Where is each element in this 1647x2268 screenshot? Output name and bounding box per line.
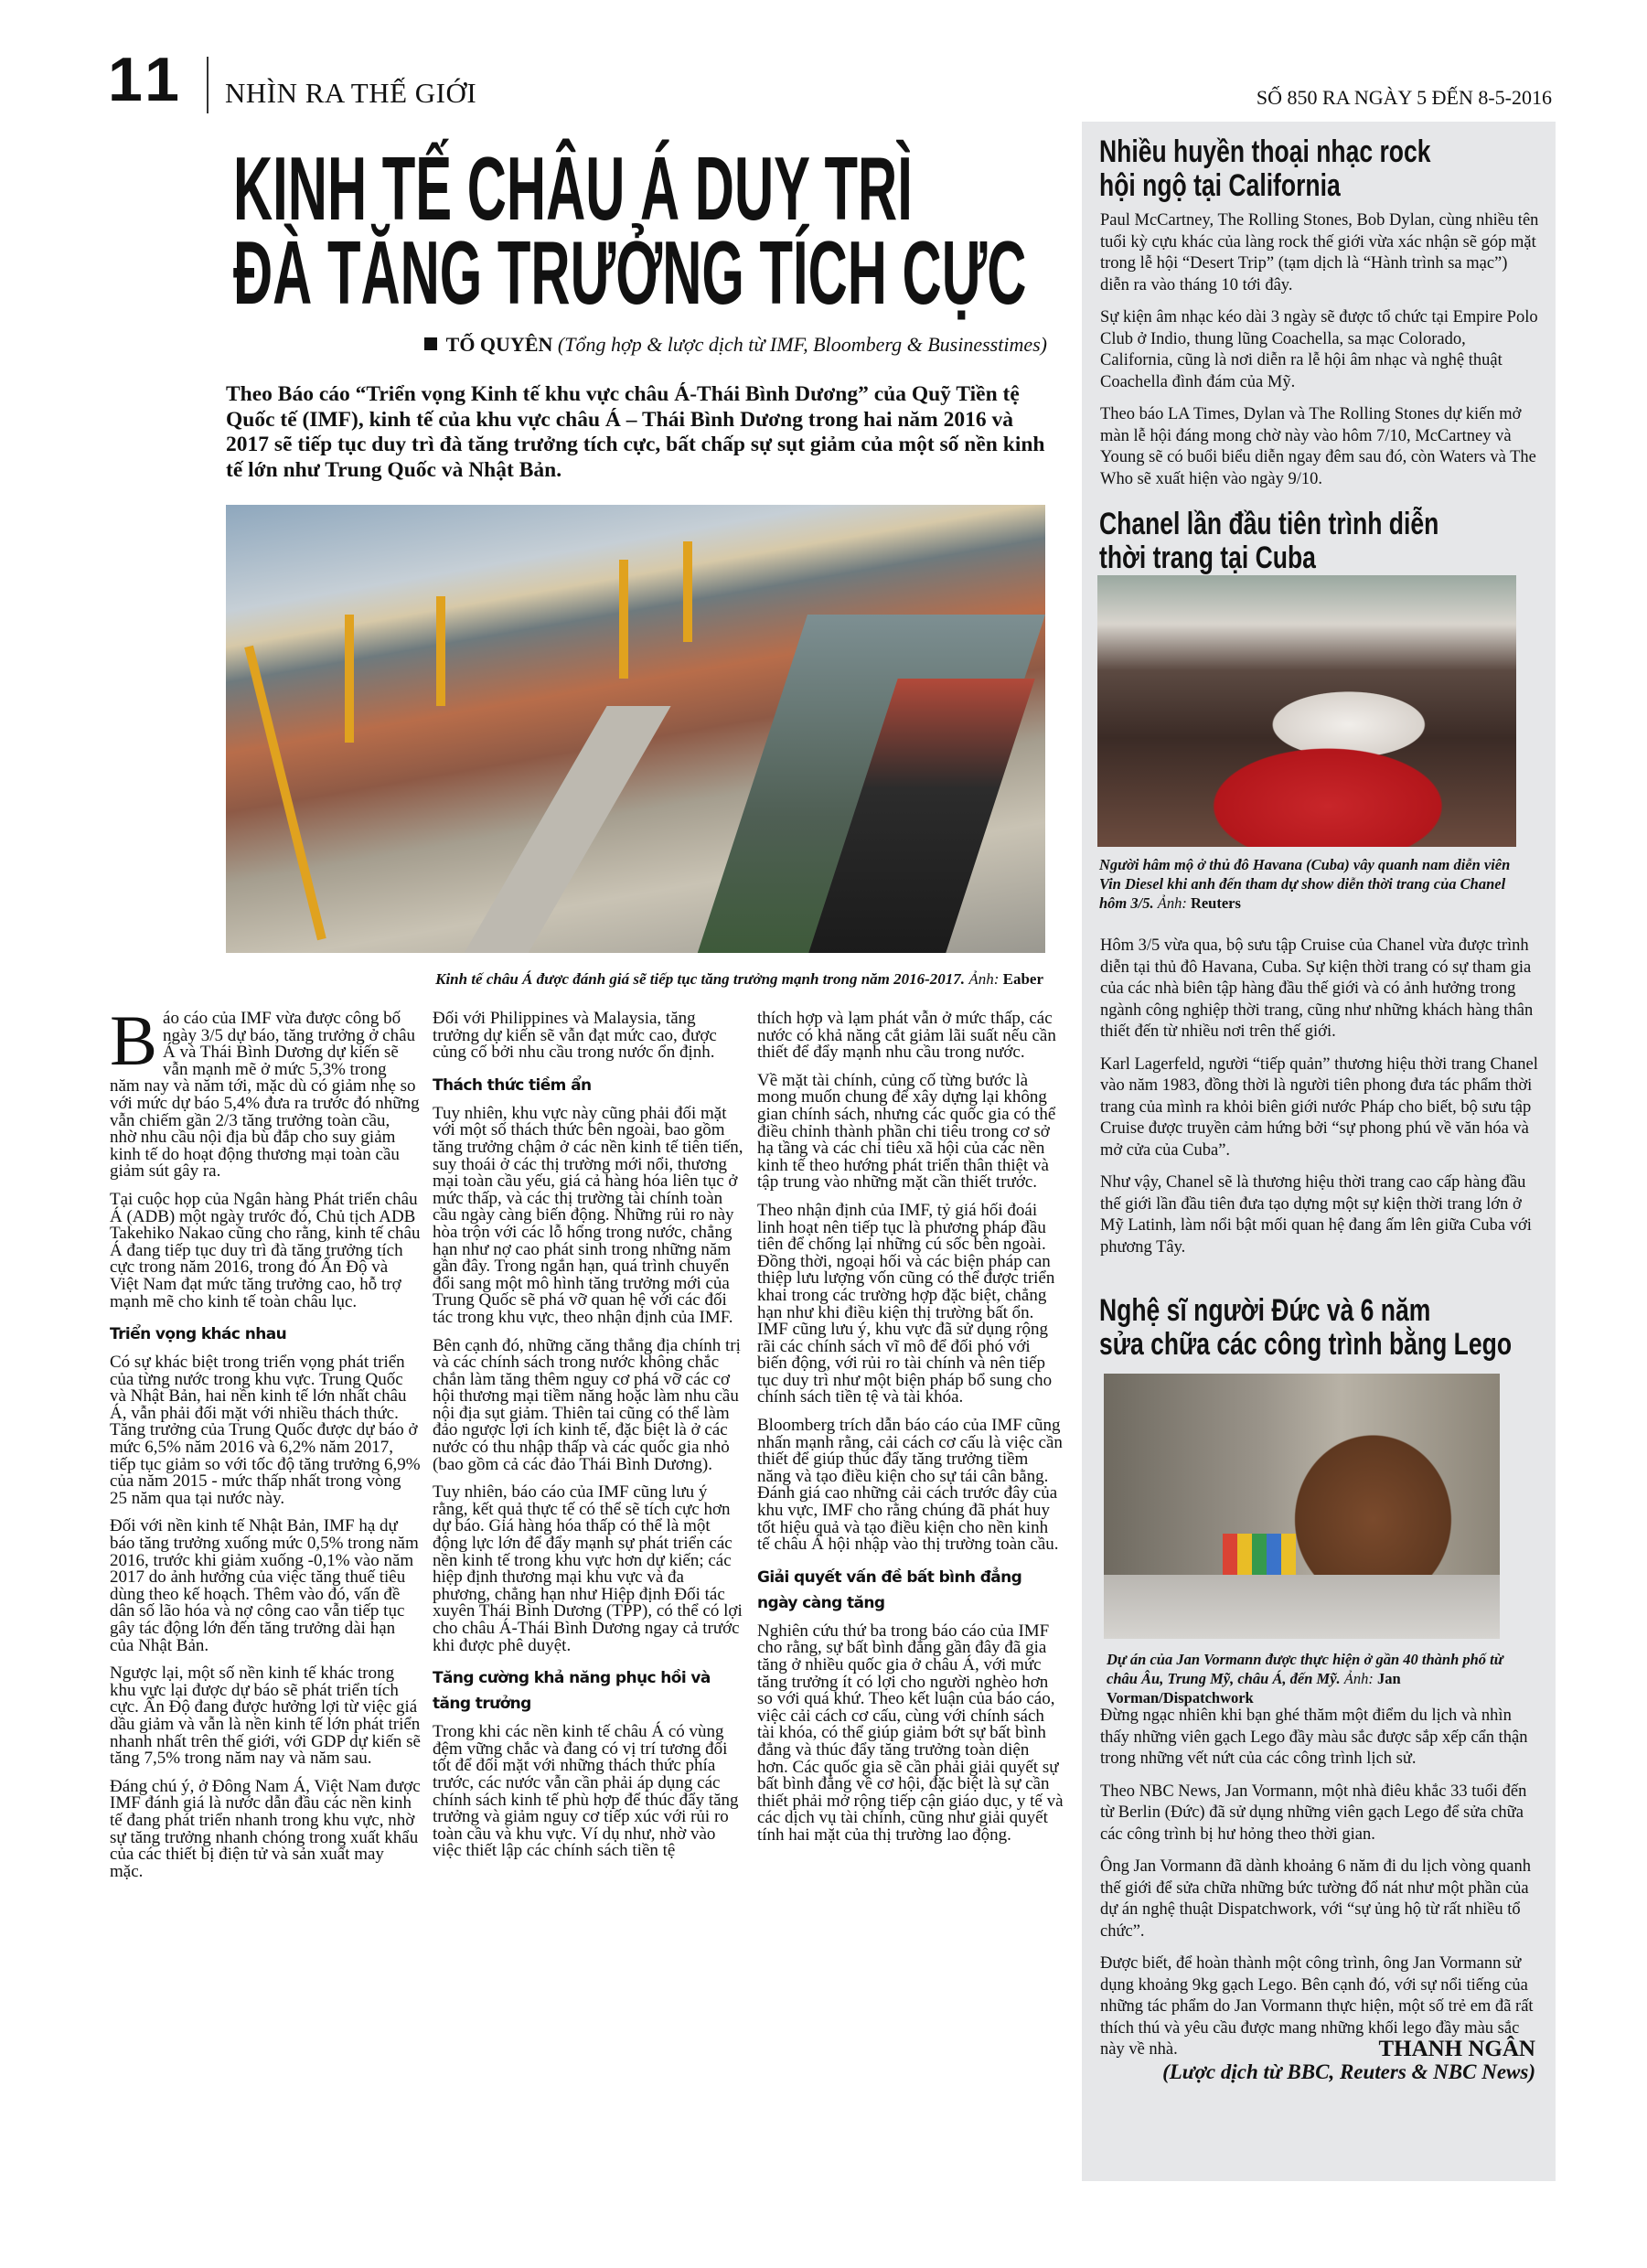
- paragraph: Đối với Philippines và Malaysia, tăng trưởng dự kiến sẽ vẫn đạt mức cao, được củng cố bởi nhu cầu trong nước ổn định.: [433, 1009, 717, 1063]
- paragraph: Tuy nhiên, báo cáo của IMF cũng lưu ý rằng, kết quả thực tế có thể sẽ tích cực hơn dự báo. Giá hàng hóa thấp có thể là một động lực lớn để đẩy mạnh sự phát triển các nền kinh tế trong khu vực hơn dự kiến; các hiệp định thương mại khu vực và đa phương, chẳng hạn như Hiệp định Đối tác xuyên Thái Bình Dương (TPP), có thể có lợi cho châu Á-Thái Bình Dương ngay cả trước khi được phê duyệt.: [433, 1482, 743, 1655]
- paragraph: Đáng chú ý, ở Đông Nam Á, Việt Nam được IMF đánh giá là nước dẫn đầu các nền kinh tế đang phát triển nhanh trong khu vực, nhờ sự tăng trưởng nhanh chóng trong xuất khẩu của các thiết bị điện tử và sản xuất may mặc.: [110, 1776, 421, 1881]
- sidebar-story1-body: [1100, 210, 1539, 501]
- sources: (Lược dịch từ BBC, Reuters & NBC News): [1162, 2060, 1535, 2083]
- lego-wall-photo: [1104, 1374, 1500, 1639]
- headline-line-1: Nghệ sĩ người Đức và 6 năm: [1099, 1293, 1431, 1328]
- caption-text: Người hâm mộ ở thủ đô Havana (Cuba) vây quanh nam diễn viên Vin Diesel khi anh đến tham dự show diễn thời trang của Chanel hôm 3/5.: [1099, 856, 1511, 912]
- paragraph: Bên cạnh đó, những căng thẳng địa chính trị và các chính sách trong nước không chắc chắn làm tăng thêm nguy cơ phá vỡ các cơ hội thương mại tiềm năng hoặc làm nhu cầu nội địa sụt giảm. Thiên tai cũng có thể làm đảo ngược lợi ích kinh tế, đặc biệt là ở các nước có thu nhập thấp và các quốc gia nhỏ (bao gồm cả các đảo Thái Bình Dương).: [433, 1335, 741, 1474]
- credit-label: Ảnh:: [1343, 1670, 1374, 1687]
- paragraph: Trong khi các nền kinh tế châu Á có vùng đệm vững chắc và đang có vị trí tương đối tốt để đối mặt với những thách thức phía trước, các nước vẫn cần phải áp dụng các chính sách kinh tế phù hợp để thúc đẩy tăng trưởng và giảm nguy cơ tiếp xúc với rủi ro toàn cầu và khu vực. Ví dụ như, nhờ vào việc thiết lập các chính sách tiền tệ: [433, 1722, 739, 1861]
- issue-date: SỐ 850 RA NGÀY 5 ĐẾN 8-5-2016: [1256, 86, 1552, 109]
- sidebar-story3-body: [1100, 1706, 1539, 2072]
- sidebar-signature: [1162, 2038, 1535, 2083]
- drop-cap: B: [110, 1000, 158, 1080]
- subheading: Tăng cường khả năng phục hồi và tăng trưởng: [433, 1669, 711, 1714]
- subheading: Thách thức tiềm ẩn: [433, 1075, 592, 1095]
- paragraph: Ngược lại, một số nền kinh tế khác trong khu vực lại được dự báo sẽ phát triển tích cực. Ấn Độ đang được hưởng lợi từ việc giá dầu giảm và vẫn là nền kinh tế lớn phát triển nhanh nhất trên thế giới, với GDP dự kiến sẽ tăng 7,5% trong năm nay và năm sau.: [110, 1664, 421, 1769]
- paragraph: Theo báo LA Times, Dylan và The Rolling Stones dự kiến mở màn lễ hội đáng mong chờ này vào hôm 7/10, McCartney và Young sẽ có buổi biểu diễn ngay đêm sau đó, còn Waters và The Who sẽ xuất hiện vào ngày 9/10.: [1100, 405, 1536, 488]
- sidebar-story1-headline: [1099, 135, 1431, 203]
- credit-label: Ảnh:: [1157, 894, 1187, 912]
- paragraph: Được biết, để hoàn thành một công trình, ông Jan Vormann sử dụng khoảng 9kg gạch Lego. Bên cạnh đó, với sự nổi tiếng của những tác phẩm do Jan Vormann thực hiện, một số trẻ em đã rất thích thú và yêu cầu được mang những khối lego đầy màu sắc này về nhà.: [1100, 1954, 1534, 2059]
- section-title: NHÌN RA THẾ GIỚI: [225, 77, 477, 109]
- paragraph: Theo NBC News, Jan Vormann, một nhà điêu khắc 33 tuổi đến từ Berlin (Đức) đã sử dụng những viên gạch Lego để sửa chữa các công trình bị hư hỏng theo thời gian.: [1100, 1781, 1527, 1844]
- chanel-cuba-photo: [1097, 575, 1516, 847]
- paragraph: Ông Jan Vormann đã dành khoảng 6 năm đi du lịch vòng quanh thế giới để sửa chữa những bức tường đổ nát như một phần của dự án nghệ thuật Dispatchwork, với “sự ủng hộ từ rất nhiều tổ chức”.: [1100, 1857, 1532, 1941]
- headline-line-1: Chanel lần đầu tiên trình diễn: [1099, 507, 1439, 541]
- caption-text: Dự án của Jan Vormann được thực hiện ở gần 40 thành phố từ châu Âu, Trung Mỹ, châu Á, đến Mỹ.: [1107, 1651, 1503, 1687]
- paragraph: Có sự khác biệt trong triển vọng phát triển của từng nước trong khu vực. Trung Quốc và Nhật Bản, hai nền kinh tế lớn nhất châu Á, vẫn phải đối mặt với nhiều thách thức. Tăng trưởng của Trung Quốc được dự báo ở mức 6,5% năm 2016 và 6,2% năm 2017, tiếp tục giảm so với tốc độ tăng trưởng 6,9% của năm 2015 - mức thấp nhất trong vòng 25 năm qua tại nước này.: [110, 1353, 421, 1508]
- byline-source: (Tổng hợp & lược dịch từ IMF, Bloomberg & Businesstimes): [557, 333, 1047, 356]
- article-column-1: [110, 1000, 421, 1891]
- sidebar-story2-headline: [1099, 508, 1438, 575]
- photo-caption: [435, 969, 1043, 989]
- sidebar-story3-headline: [1099, 1294, 1512, 1362]
- headline-line-2: thời trang tại Cuba: [1099, 540, 1316, 575]
- headline-line-1: Nhiều huyền thoại nhạc rock: [1099, 134, 1431, 169]
- paragraph: Paul McCartney, The Rolling Stones, Bob Dylan, cùng nhiều tên tuổi kỳ cựu khác của làng rock thế giới vừa xác nhận sẽ góp mặt trong lễ hội “Desert Trip” (tạm dịch là “Hành trình sa mạc”) diễn ra vào tháng 10 tới đây.: [1100, 211, 1539, 294]
- chanel-photo-caption: [1099, 855, 1529, 913]
- credit-label: Ảnh:: [968, 970, 1000, 988]
- photo-credit: Eaber: [1002, 970, 1043, 988]
- paragraph: thích hợp và lạm phát vẫn ở mức thấp, các nước có khả năng cắt giảm lãi suất nếu cần thiết để đẩy mạnh nhu cầu trong nước.: [757, 1009, 1056, 1063]
- caption-text: Kinh tế châu Á được đánh giá sẽ tiếp tục tăng trưởng mạnh trong năm 2016-2017.: [435, 970, 966, 988]
- photo-credit: Reuters: [1190, 894, 1241, 912]
- subheading: Giải quyết vấn đề bất bình đẳng ngày càng tăng: [757, 1567, 1022, 1612]
- article-lead: Theo Báo cáo “Triển vọng Kinh tế khu vực châu Á-Thái Bình Dương” của Quỹ Tiền tệ Quốc tế (IMF), kinh tế của khu vực châu Á – Thái Bình Dương trong hai năm 2016 và 2017 sẽ tiếp tục duy trì đà tăng trưởng tích cực, bất chấp sự sụt giảm của một số nền kinh tế lớn như Trung Quốc và Nhật Bản.: [226, 382, 1045, 482]
- byline-author: TỐ QUYÊN: [445, 333, 553, 356]
- photo-credit: Jan Vorman/Dispatchwork: [1107, 1670, 1401, 1706]
- paragraph: Tại cuộc họp của Ngân hàng Phát triển châu Á (ADB) một ngày trước đó, Chủ tịch ADB Takehiko Nakao cũng cho rằng, kinh tế châu Á đang tiếp tục duy trì đà tăng trưởng tích cực trong năm 2016, trong đó Ấn Độ và Việt Nam đạt mức tăng trưởng cao, hỗ trợ mạnh mẽ cho kinh tế toàn châu lục.: [110, 1189, 421, 1311]
- paragraph: Hôm 3/5 vừa qua, bộ sưu tập Cruise của Chanel vừa được trình diễn tại thủ đô Havana, Cuba. Sự kiện thời trang có sự tham gia của các nhà biên tập hàng đầu thế giới và có ảnh hưởng trong ngành công nghiệp thời trang, cũng như những khách hàng thân thiết đến từ nhiều nơi trên thế giới.: [1100, 936, 1534, 1041]
- headline-line-1: KINH TẾ CHÂU Á DUY TRÌ: [233, 138, 913, 239]
- page-number: 11: [108, 45, 185, 114]
- paragraph: Bloomberg trích dẫn báo cáo của IMF cũng nhấn mạnh rằng, cải cách cơ cấu là việc cần thiết để giúp thúc đẩy tăng trưởng tiềm năng và tạo điều kiện cho sự tái cân bằng. Đánh giá cao những cải cách trước đây của khu vực, IMF cho rằng chúng đã phát huy tốt hiệu quả và tạo điều kiện cho nền kinh tế châu Á hội nhập vào thị trường toàn cầu.: [757, 1416, 1063, 1555]
- headline-line-2: hội ngộ tại California: [1099, 168, 1341, 203]
- headline-line-2: sửa chữa các công trình bằng Lego: [1099, 1327, 1513, 1362]
- sidebar-story2-body: [1100, 936, 1539, 1269]
- byline: [424, 333, 1047, 357]
- paragraph: Karl Lagerfeld, người “tiếp quản” thương hiệu thời trang Chanel vào năm 1983, đồng thời là người tiên phong đưa tác phẩm thời trang của mình ra khỏi biên giới nước Pháp cho biết, bộ sưu tập Cruise được truyền cảm hứng bởi “sự phong phú về văn hóa và mở cửa của Cuba”.: [1100, 1054, 1538, 1160]
- paragraph: Theo nhận định của IMF, tỷ giá hối đoái linh hoạt nên tiếp tục là phương pháp đầu tiên để chống lại những cú sốc bên ngoài. Đồng thời, ngoại hối và các biện pháp can thiệp lưu lượng vốn cũng có thể được triển khai trong các trường hợp đặc biệt, chẳng hạn như khi điều kiện thị trường bất ổn. IMF cũng lưu ý, khu vực đã sử dụng rộng rãi các chính sách vĩ mô để đối phó với biến động, với rủi ro tài chính và nên tiếp tục duy trì như một biện pháp bổ sung cho chính sách tiền tệ và tài khóa.: [757, 1200, 1055, 1407]
- paragraph: Đừng ngạc nhiên khi bạn ghé thăm một điểm du lịch và nhìn thấy những viên gạch Lego đầy màu sắc được sắp xếp cẩn thận trong những vết nứt của các công trình lịch sử.: [1100, 1706, 1528, 1768]
- subheading: Triển vọng khác nhau: [110, 1325, 287, 1344]
- article-headline: [233, 138, 1070, 323]
- port-photo: [226, 505, 1045, 953]
- paragraph: Về mặt tài chính, củng cố từng bước là mong muốn chung để xây dựng lại không gian chính sách, nhưng các quốc gia có thể điều chỉnh thành phần chi tiêu trong cơ sở hạ tầng và các chi tiêu xã hội của các nền kinh tế theo hướng phát triển thân thiệt và tập trung vào những mặt cần thiết trước.: [757, 1070, 1056, 1193]
- author: THANH NGÂN: [1378, 2037, 1535, 2061]
- paragraph: Đối với nền kinh tế Nhật Bản, IMF hạ dự báo tăng trưởng xuống mức 0,5% trong năm 2016, trước khi giảm xuống -0,1% vào năm 2017 do ảnh hưởng của việc tăng thuế tiêu dùng theo kế hoạch. Thêm vào đó, vấn đề dân số lão hóa và nợ công cao vẫn tiếp tục gây tác động lớn đến tăng trưởng dài hạn của Nhật Bản.: [110, 1516, 419, 1655]
- paragraph: Tuy nhiên, khu vực này cũng phải đối mặt với một số thách thức bên ngoài, bao gồm tăng trưởng chậm ở các nền kinh tế tiên tiến, suy thoái ở các thị trường mới nổi, thương mại toàn cầu yếu, giá cả hàng hóa liên tục ở mức thấp, và các thị trường tài chính toàn cầu ngày càng biến động. Những rủi ro này hòa trộn với các lỗ hổng trong nước, chẳng hạn như nợ cao phát sinh trong những năm gần đây. Trong ngắn hạn, quá trình chuyển đổi sang một mô hình tăng trưởng mới của Trung Quốc sẽ phá vỡ quan hệ với các đối tác trong khu vực, theo nhận định của IMF.: [433, 1103, 743, 1327]
- paragraph: Như vậy, Chanel sẽ là thương hiệu thời trang cao cấp hàng đầu thế giới lần đầu tiên đưa tạo dựng một sự kiện thời trang lớn ở Mỹ Latinh, làm nổi bật mối quan hệ đang ấm lên giữa Cuba với phương Tây.: [1100, 1173, 1532, 1257]
- paragraph: Sự kiện âm nhạc kéo dài 3 ngày sẽ được tổ chức tại Empire Polo Club ở Indio, thung lũng Coachella, sa mạc Colorado, California, cũng là nơi diễn ra lễ hội âm nhạc và nghệ thuật Coachella đình đám của Mỹ.: [1100, 308, 1538, 391]
- article-column-3: [757, 1011, 1064, 1856]
- lego-photo-caption: [1107, 1650, 1536, 1707]
- byline-square-icon: [424, 337, 437, 350]
- paragraph: [110, 1000, 421, 1182]
- paragraph: Nghiên cứu thứ ba trong báo cáo của IMF cho rằng, sự bất bình đẳng gần đây đã gia tăng ở nhiều quốc gia ở châu Á, với mức tăng trưởng ít có lợi cho người nghèo hơn so với quá khứ. Theo kết luận của báo cáo, việc cải cách cơ cấu, cùng với chính sách tài khóa, có thể giúp giảm bớt sự bất bình đẳng và thúc đẩy tăng trưởng toàn diện hơn. Các quốc gia sẽ cần phải giải quyết sự bất bình đẳng về cơ hội, đặc biệt là sự cần thiết phải mở rộng tiếp cận giáo dục, y tế và các dịch vụ tài chính, cũng như giải quyết tính hai mặt của thị trường lao động.: [757, 1621, 1064, 1845]
- headline-line-2: ĐÀ TĂNG TRƯỞNG TÍCH CỰC: [233, 222, 1027, 323]
- paragraph-text: áo cáo của IMF vừa được công bố ngày 3/5 dự báo, tăng trưởng ở châu Á và Thái Bình Dương dự kiến sẽ vẫn mạnh mẽ ở mức 5,3% trong năm nay và năm tới, mặc dù có giảm nhẹ so với mức dự báo 5,4% đưa ra trước đó những vẫn chiếm gần 2/3 tăng trưởng toàn cầu, nhờ nhu cầu nội địa bù đắp cho suy giảm kinh tế do hoạt động thương mại toàn cầu giảm sút gây ra.: [110, 1009, 420, 1182]
- header-divider: [207, 57, 209, 113]
- article-column-2: [433, 1011, 745, 1860]
